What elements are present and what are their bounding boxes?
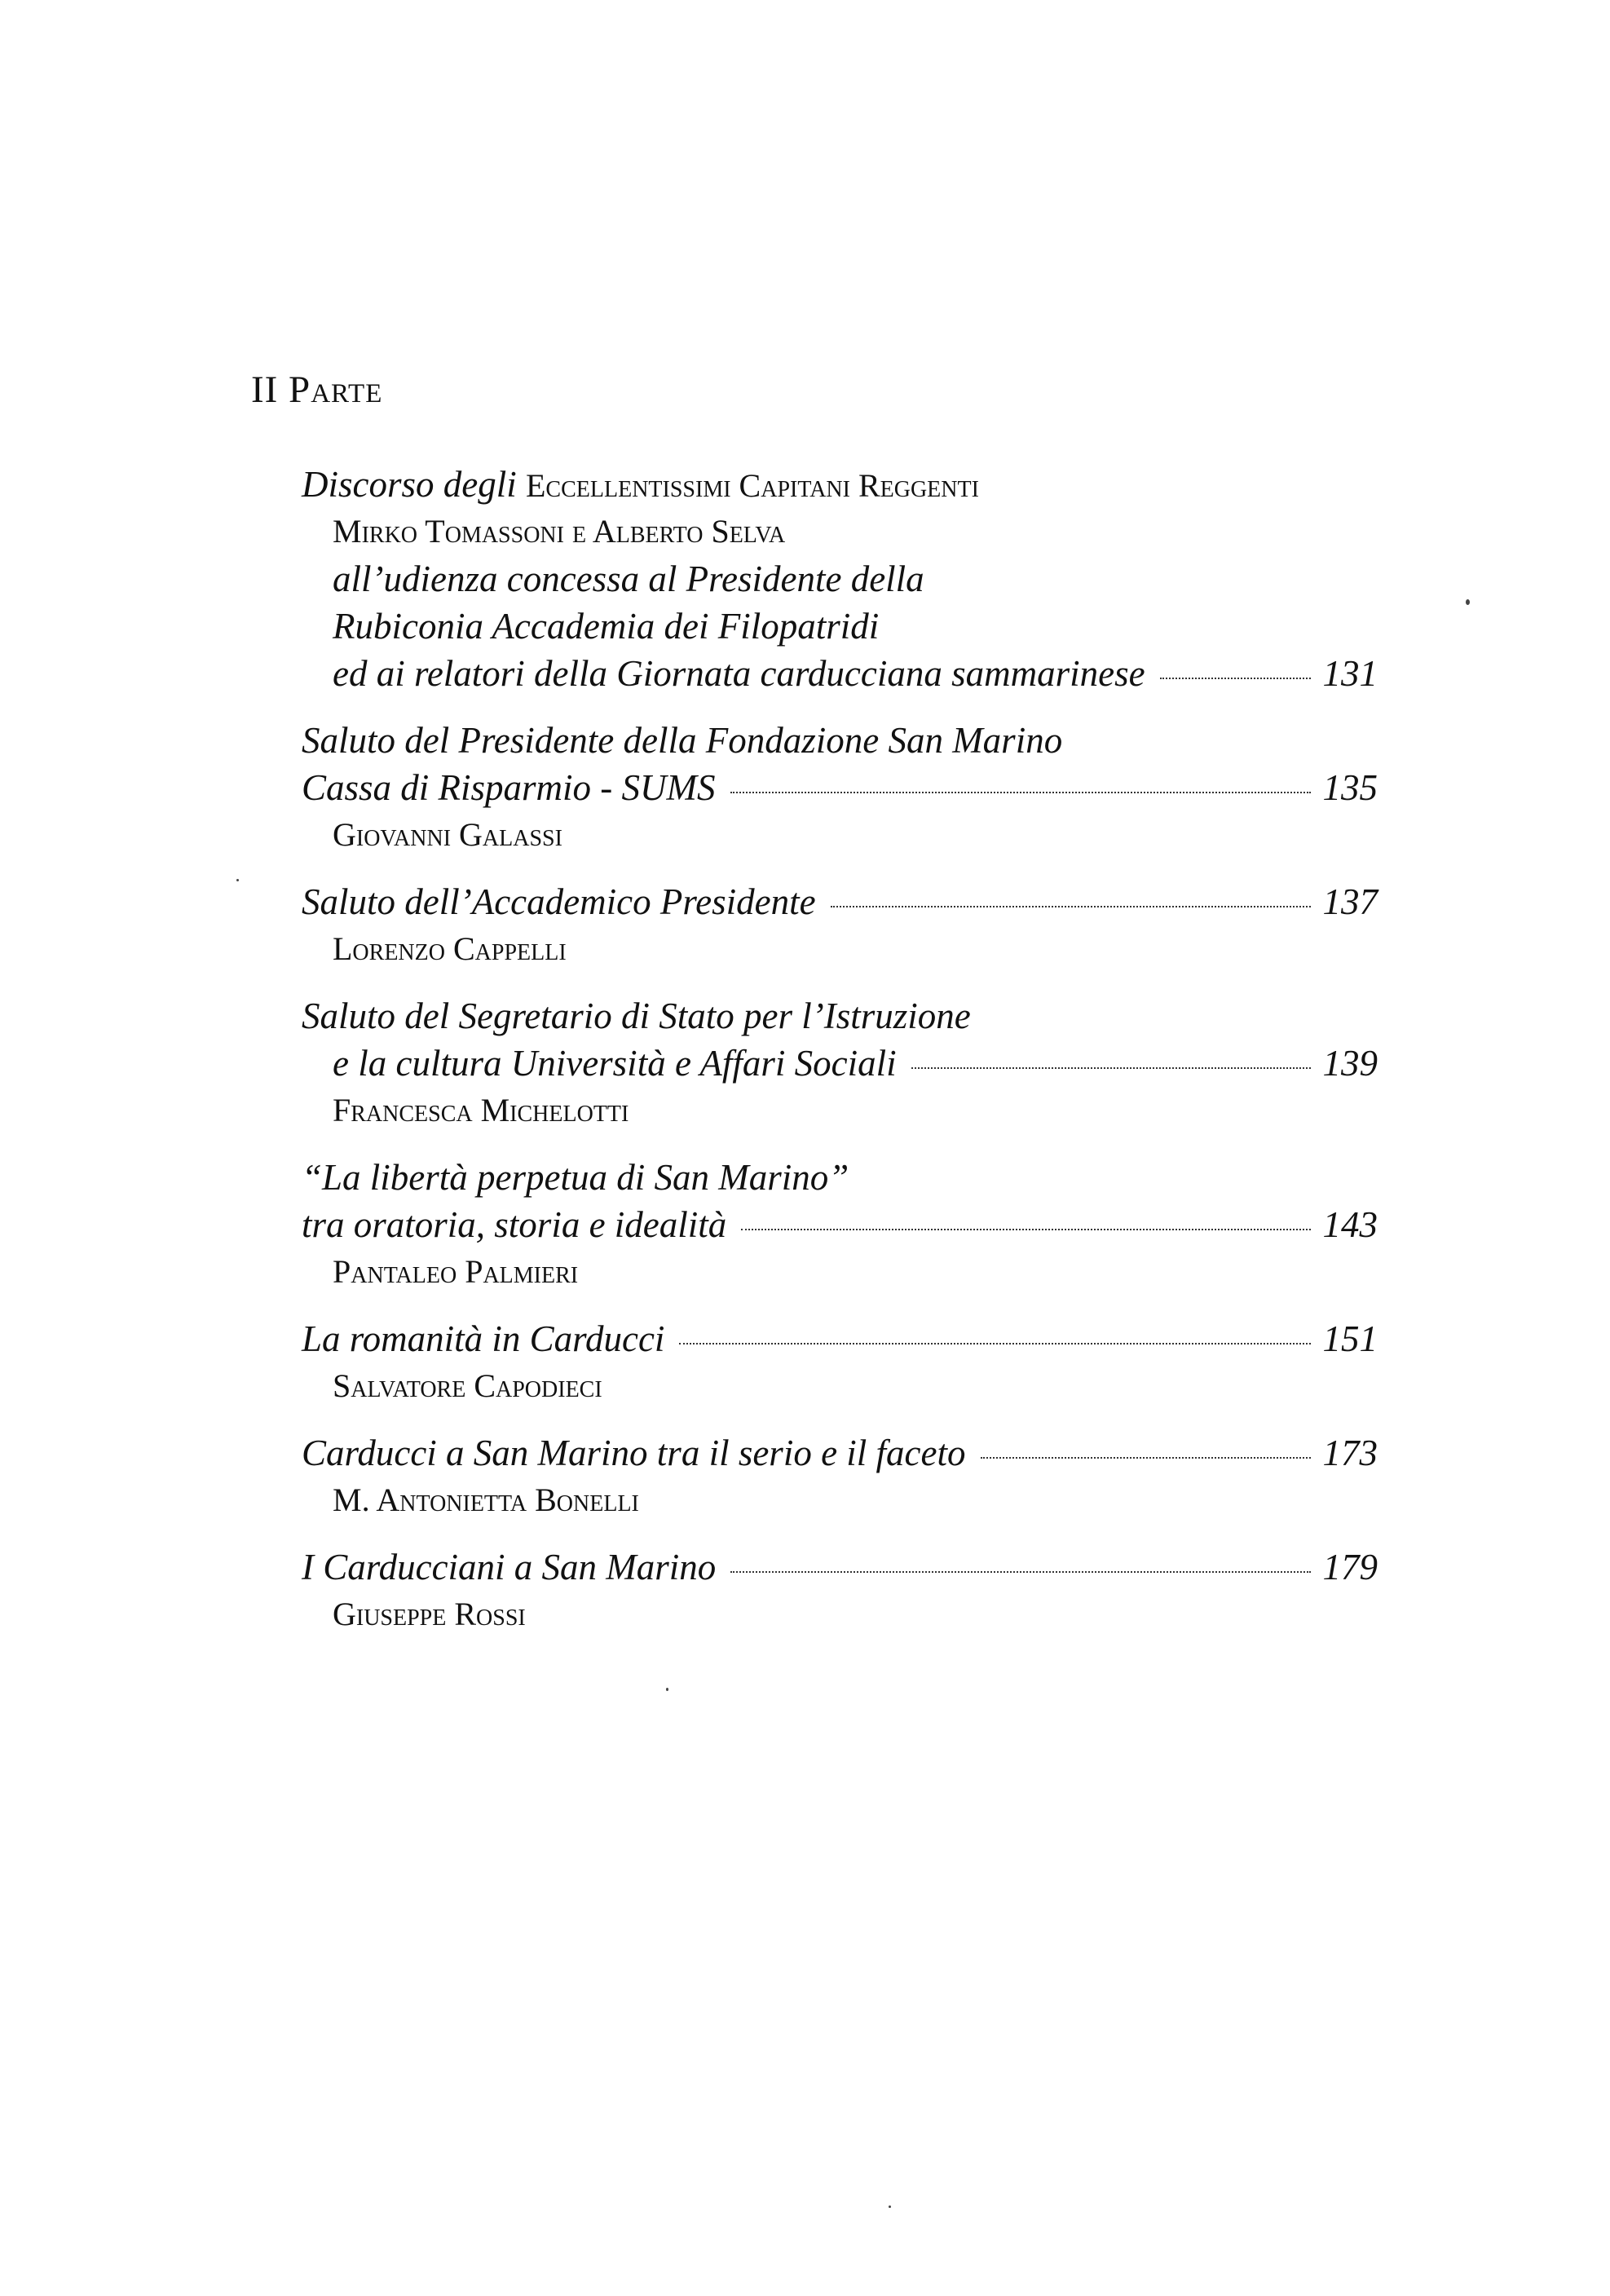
entry-title-line: Mirko Tomassoni e Alberto Selva	[333, 513, 786, 550]
toc-entry	[302, 1154, 1378, 1296]
dot-leader	[981, 1456, 1311, 1459]
dot-leader	[730, 1570, 1311, 1573]
entry-title-smallcaps: Eccellentissimi Capitani Reggenti	[526, 467, 979, 504]
table-of-contents	[302, 461, 1378, 1638]
toc-entry	[302, 717, 1378, 859]
toc-entry	[302, 1543, 1378, 1638]
entry-author: Giuseppe Rossi	[333, 1596, 526, 1632]
entry-title-line: Saluto del Segretario di Stato per l’Istruzione	[302, 996, 971, 1036]
dot-leader	[679, 1342, 1311, 1344]
entry-title-line	[302, 1201, 1378, 1248]
entry-title-text: I Carducciani a San Marino	[302, 1547, 717, 1587]
entry-title-text: ed ai relatori della Giornata carducciana sammarinese	[333, 653, 1145, 694]
page-number: 179	[1322, 1547, 1378, 1587]
page-number: 131	[1322, 653, 1378, 694]
entry-title-line	[302, 878, 1378, 925]
entry-title-line: Saluto del Presidente della Fondazione San Marino	[302, 720, 1063, 761]
toc-entry	[302, 992, 1378, 1134]
entry-author: M. Antonietta Bonelli	[333, 1481, 639, 1518]
entry-title-line	[302, 1040, 1378, 1087]
page-number: 173	[1322, 1433, 1378, 1473]
page-number: 143	[1322, 1204, 1378, 1245]
entry-title-line: Rubiconia Accademia dei Filopatridi	[333, 606, 880, 647]
entry-title-text: Carducci a San Marino tra il serio e il faceto	[302, 1433, 966, 1473]
entry-title-text: Discorso degli	[302, 464, 526, 505]
scan-speck	[889, 2205, 891, 2208]
entry-title-line	[302, 1315, 1378, 1362]
page-number: 135	[1322, 767, 1378, 808]
toc-entry	[302, 461, 1378, 697]
dot-leader	[730, 791, 1311, 793]
entry-author: Francesca Michelotti	[333, 1092, 629, 1128]
entry-author: Lorenzo Cappelli	[333, 930, 567, 967]
entry-title-line: all’udienza concessa al Presidente della	[333, 559, 924, 599]
page-number: 137	[1322, 881, 1378, 922]
entry-title-text: tra oratoria, storia e idealità	[302, 1204, 727, 1245]
section-title: II Parte	[251, 369, 383, 411]
entry-title-line	[302, 650, 1378, 697]
entry-author: Giovanni Galassi	[333, 816, 562, 853]
entry-title-line	[302, 1543, 1378, 1591]
entry-title-text: e la cultura Università e Affari Sociali	[333, 1043, 897, 1084]
entry-title-line	[302, 1429, 1378, 1477]
dot-leader	[1160, 677, 1311, 679]
dot-leader	[741, 1228, 1311, 1230]
scan-speck	[1466, 599, 1470, 605]
entry-title-text: La romanità in Carducci	[302, 1318, 665, 1359]
toc-entry	[302, 1429, 1378, 1524]
entry-author: Pantaleo Palmieri	[333, 1253, 579, 1290]
dot-leader	[911, 1066, 1311, 1069]
page-number: 139	[1322, 1043, 1378, 1084]
entry-title-line	[302, 764, 1378, 811]
entry-title-line: “La libertà perpetua di San Marino”	[302, 1157, 849, 1198]
scan-speck	[236, 879, 239, 881]
entry-author: Salvatore Capodieci	[333, 1367, 602, 1404]
scan-speck	[666, 1688, 668, 1691]
entry-title-line	[302, 461, 1378, 508]
dot-leader	[831, 905, 1311, 907]
toc-entry	[302, 1315, 1378, 1410]
entry-title-text: Cassa di Risparmio - SUMS	[302, 767, 716, 808]
entry-title-text: Saluto dell’Accademico Presidente	[302, 881, 816, 922]
page-number: 151	[1322, 1318, 1378, 1359]
toc-entry	[302, 878, 1378, 973]
